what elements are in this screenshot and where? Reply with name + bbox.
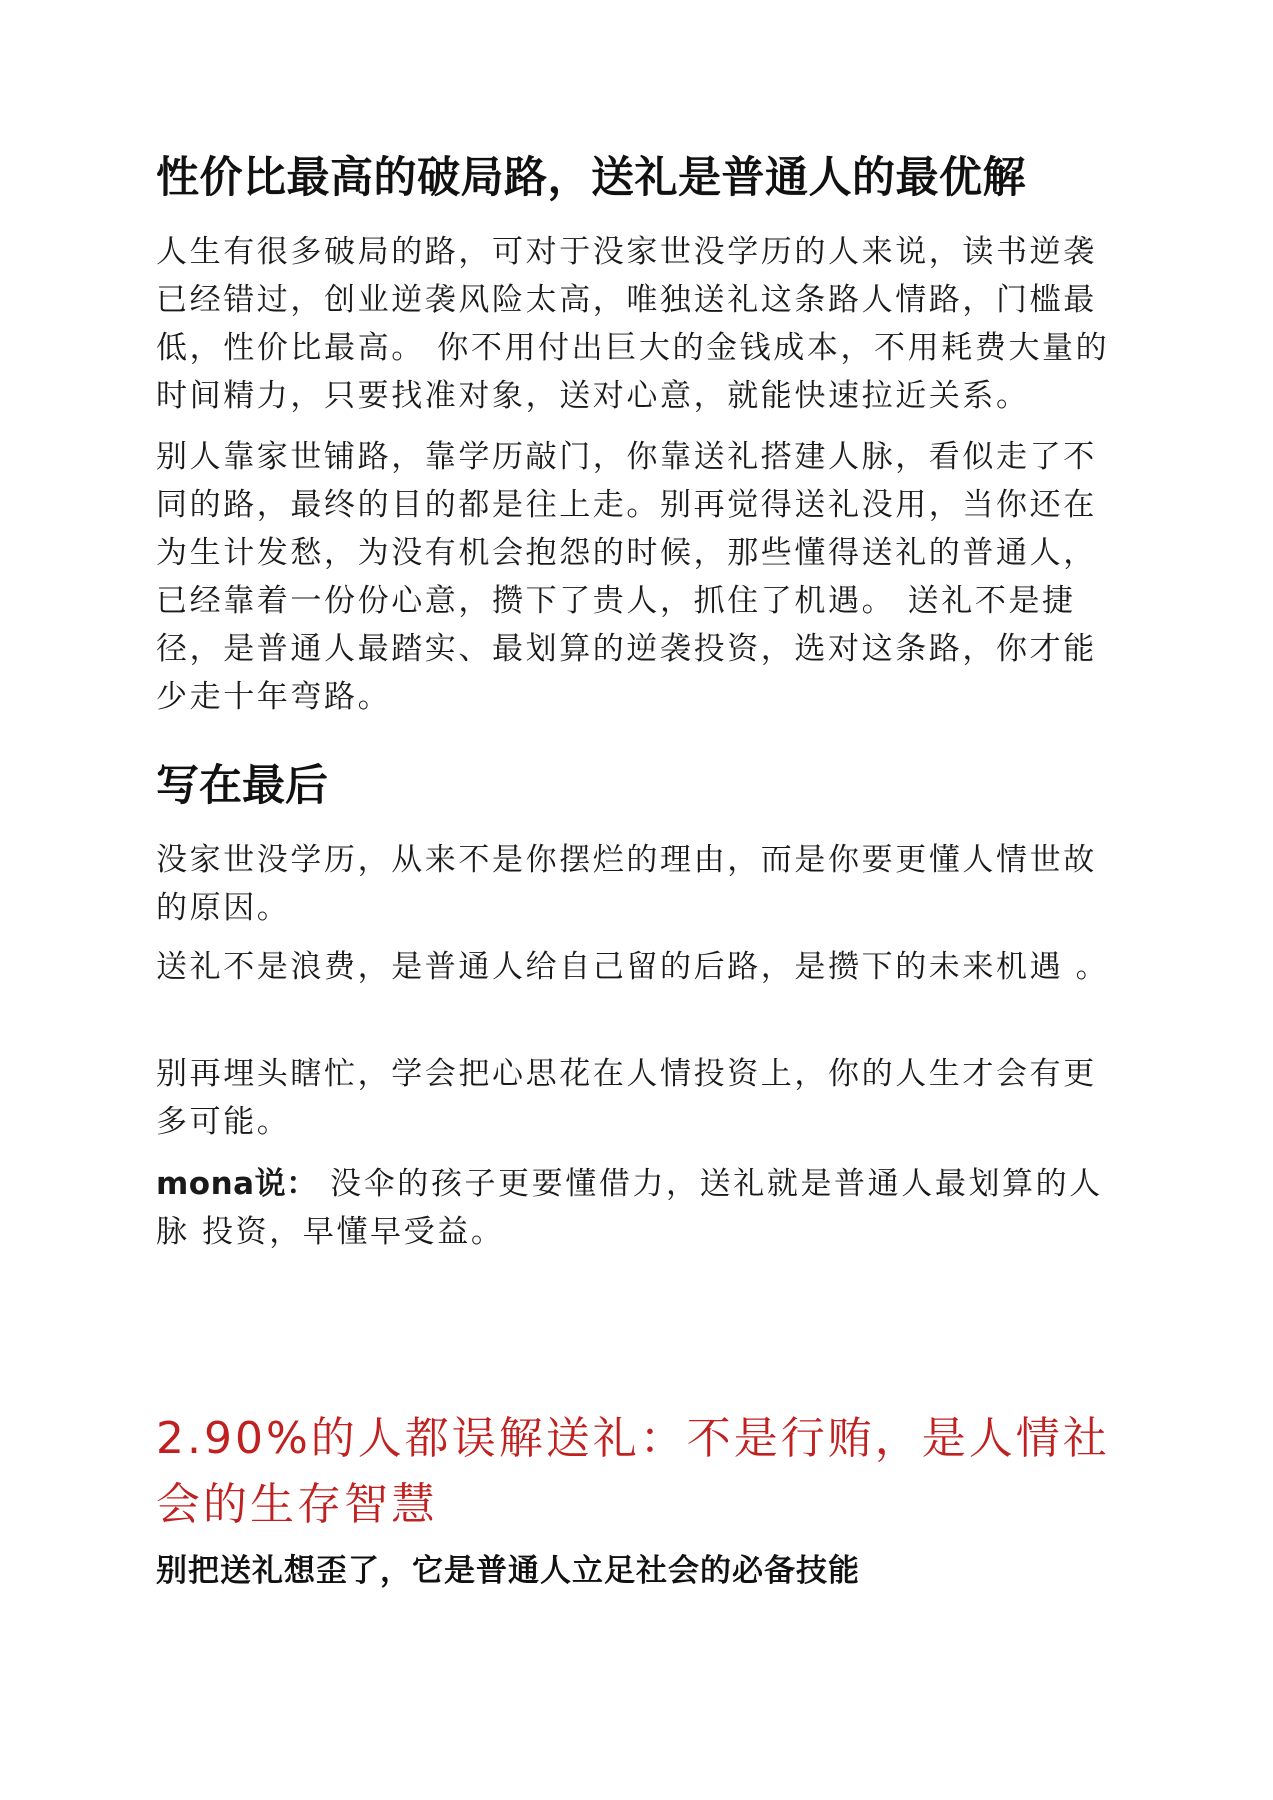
paragraph: 人生有很多破局的路，可对于没家世没学历的人来说，读书逆袭已经错过，创业逆袭风险太高，唯独送礼这条路人情路，门槛最低，性价比最高。 你不用付出巨大的金钱成本，不用耗费大量的时间精力，只要找准对象，送对心意，就能快速拉近关系。 xyxy=(156,234,1110,414)
section-title: 性价比最高的破局路，送礼是普通人的最优解 xyxy=(156,153,1026,203)
quote-author-label: mona说： xyxy=(156,1166,318,1202)
quote-paragraph xyxy=(156,1160,1121,1256)
paragraph: 别再埋头瞎忙，学会把心思花在人情投资上，你的人生才会有更多可能。 xyxy=(156,1056,1097,1140)
quote-text: 没伞的孩子更要懂借力，送礼就是普通人最划算的人脉 投资，早懂早受益。 xyxy=(156,1166,1103,1250)
paragraph: 别人靠家世铺路，靠学历敲门，你靠送礼搭建人脉，看似走了不同的路，最终的目的都是往上走。别再觉得送礼没用，当你还在为生计发愁，为没有机会抱怨的时候，那些懂得送礼的普通人，已经靠着一份份心意，攒下了贵人，抓住了机遇。 送礼不是捷径，是普通人最踏实、最划算的逆袭投资，选对这条路，你才能少走十年弯路。 xyxy=(156,439,1097,715)
section-subtitle: 别把送礼想歪了，它是普通人立足社会的必备技能 xyxy=(156,1553,860,1589)
paragraph: 没家世没学历，从来不是你摆烂的理由，而是你要更懂人情世故的原因。 xyxy=(156,842,1097,926)
red-section-title: 2.90%的人都误解送礼：不是行贿，是人情社会的生存智慧 xyxy=(156,1413,1110,1530)
section-title-closing: 写在最后 xyxy=(156,761,328,811)
paragraph: 送礼不是浪费，是普通人给自己留的后路，是攒下的未来机遇 。 xyxy=(156,949,1110,985)
